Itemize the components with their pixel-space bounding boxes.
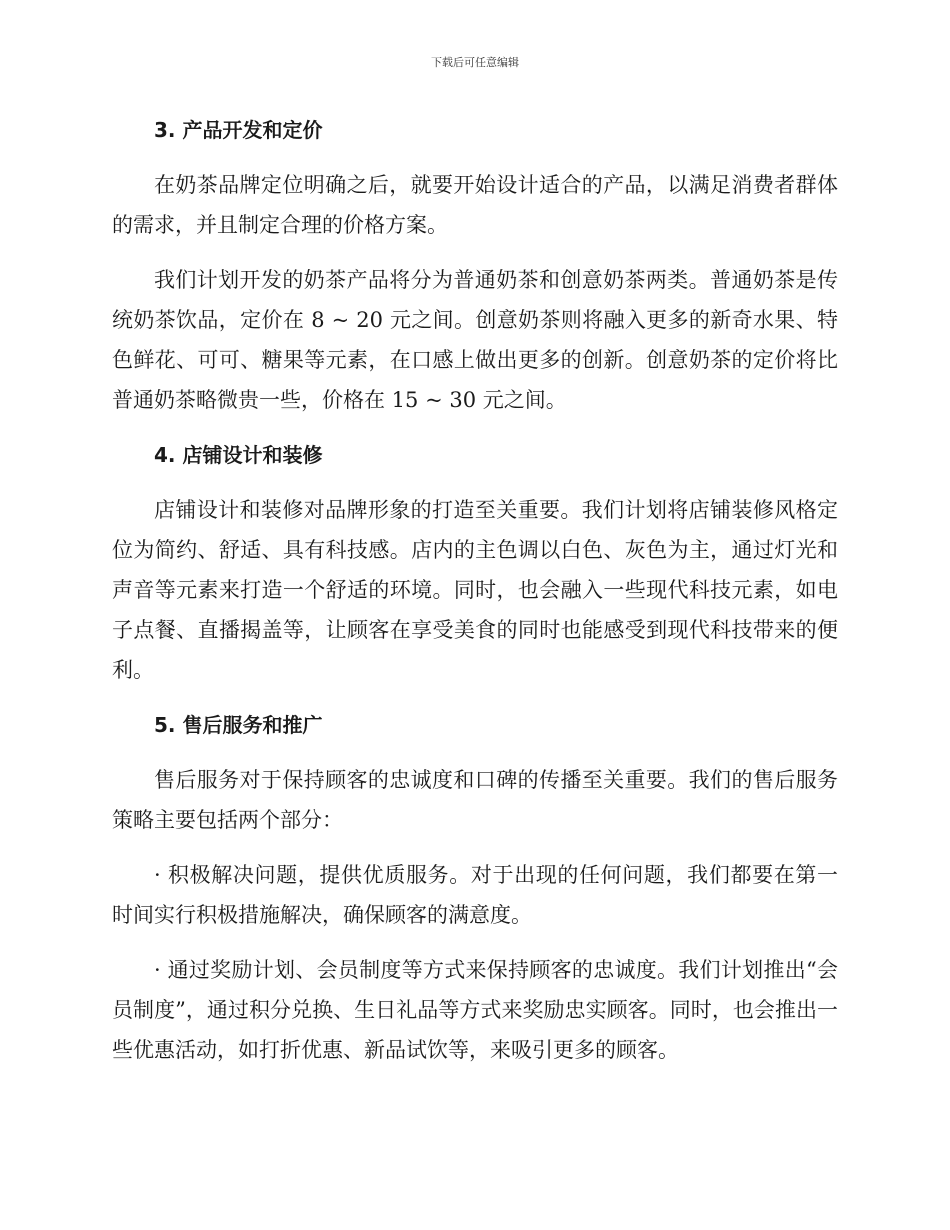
section-heading-service: 5. 售后服务和推广 <box>154 713 323 737</box>
document-body <box>112 110 838 1085</box>
paragraph-service-bullet-2: · 通过奖励计划、会员制度等方式来保持顾客的忠诚度。我们计划推出“会员制度”，通过积分兑换、生日礼品等方式来奖励忠实顾客。同时，也会推出一些优惠活动，如打折优惠、新品试饮等，来吸引更多的顾客。 <box>112 958 838 1062</box>
paragraph-store-design: 店铺设计和装修对品牌形象的打造至关重要。我们计划将店铺装修风格定位为简约、舒适、具有科技感。店内的主色调以白色、灰色为主，通过灯光和声音等元素来打造一个舒适的环境。同时，也会融入一些现代科技元素，如电子点餐、直播揭盖等，让顾客在享受美食的同时也能感受到现代科技带来的便利。 <box>112 498 838 682</box>
paragraph-product-pricing: 我们计划开发的奶茶产品将分为普通奶茶和创意奶茶两类。普通奶茶是传统奶茶饮品，定价在 8 ~ 20 元之间。创意奶茶则将融入更多的新奇水果、特色鲜花、可可、糖果等元素，在口感上做出更多的创新。创意奶茶的定价将比普通奶茶略微贵一些，价格在 15 ~ 30 元之间。 <box>112 268 838 412</box>
section-heading-store: 4. 店铺设计和装修 <box>154 443 323 467</box>
paragraph-service-bullet-1: · 积极解决问题，提供优质服务。对于出现的任何问题，我们都要在第一时间实行积极措施解决，确保顾客的满意度。 <box>112 863 838 927</box>
section-heading-product: 3. 产品开发和定价 <box>154 118 323 142</box>
page-header: 下载后可任意编辑 <box>431 56 519 69</box>
paragraph-service-intro: 售后服务对于保持顾客的忠诚度和口碑的传播至关重要。我们的售后服务策略主要包括两个部分： <box>112 768 838 832</box>
paragraph-product-intro: 在奶茶品牌定位明确之后，就要开始设计适合的产品，以满足消费者群体的需求，并且制定合理的价格方案。 <box>112 173 838 237</box>
